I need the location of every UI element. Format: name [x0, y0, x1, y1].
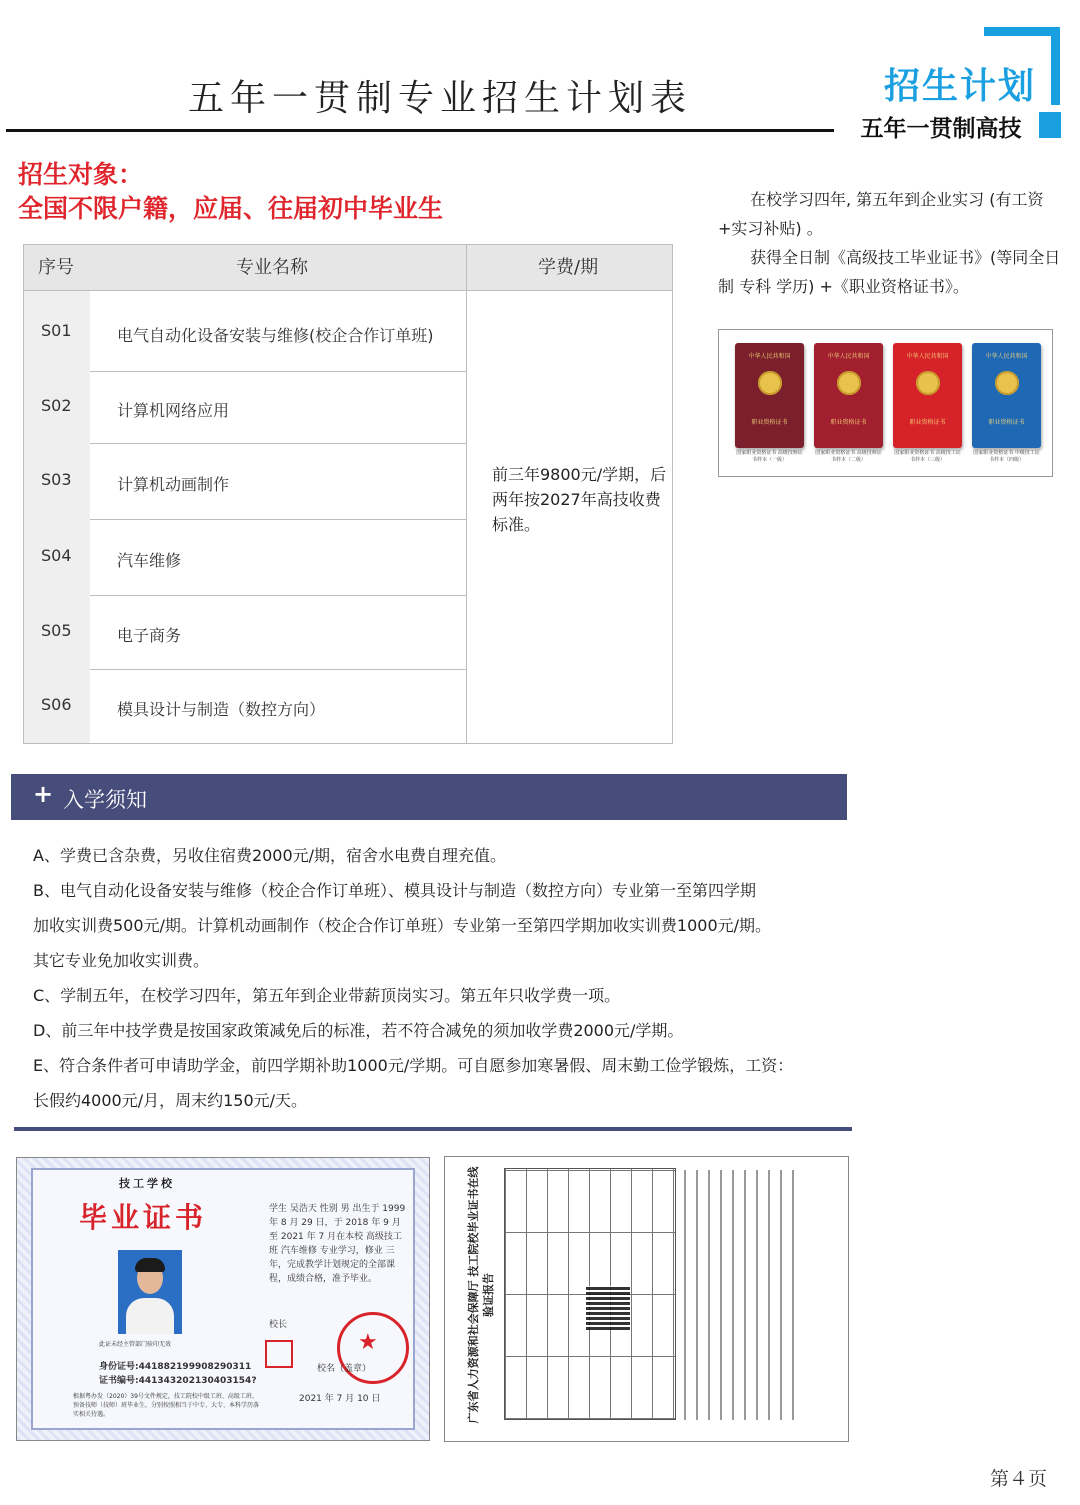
national-emblem-icon	[837, 371, 861, 395]
row-no: S06	[41, 695, 72, 714]
title-divider	[6, 129, 834, 132]
badge-square-decoration	[1039, 112, 1061, 138]
target-label: 招生对象：	[18, 160, 144, 189]
student-photo	[118, 1250, 182, 1334]
row-no: S03	[41, 470, 72, 489]
notice-item: C、学制五年，在校学习四年，第五年到企业带薪顶岗实习。第五年只收学费一项。	[33, 986, 621, 1005]
notice-item: A、学费已含杂费，另收住宿费2000元/期，宿舍水电费自理充值。	[33, 846, 507, 865]
verification-report-image	[444, 1156, 849, 1442]
certificate-book: 中华人民共和国 职业资格证书	[814, 343, 883, 448]
certificate-book: 中华人民共和国 职业资格证书	[735, 343, 804, 448]
star-icon: ★	[358, 1330, 378, 1355]
table-row	[24, 520, 466, 596]
certificate-book: 中华人民共和国 职业资格证书	[893, 343, 962, 448]
row-name: 汽车维修	[117, 551, 182, 570]
intro-paragraph-1: 在校学习四年, 第五年到企业实习 (有工资+实习补贴) 。	[718, 190, 1044, 238]
row-name: 电子商务	[117, 626, 182, 645]
row-name: 电气自动化设备安装与维修(校企合作订单班)	[117, 326, 434, 345]
certificate-caption: 国家职业资格证书 中级技工证书样本（四级）	[973, 450, 1040, 463]
table-row	[24, 444, 466, 520]
row-no: S01	[41, 321, 72, 340]
row-no: S04	[41, 546, 72, 565]
section-divider	[14, 1127, 852, 1131]
target-value: 全国不限户籍，应届、往届初中毕业生	[18, 194, 444, 223]
table-row	[24, 291, 466, 372]
principal-label: 校长	[269, 1320, 288, 1330]
seal-note: 校名（盖章）	[317, 1364, 372, 1374]
report-title: 广东省人力资源和社会保障厅 技工院校毕业证书在线验证报告	[467, 1166, 495, 1424]
national-emblem-icon	[758, 371, 782, 395]
diploma-date: 2021 年 7 月 10 日	[299, 1394, 381, 1404]
notice-list	[33, 838, 863, 1118]
report-notes	[684, 1170, 804, 1420]
notice-item: 其它专业免加收实训费。	[33, 951, 210, 970]
certificate-number: 证书编号:441343202130403154?	[99, 1376, 257, 1386]
notice-item: 加收实训费500元/期。计算机动画制作（校企合作订单班）专业第一至第四学期加收实训费1000元/期。	[33, 916, 772, 935]
diploma-body: 学生 吴浩天 性别 男 出生于 1999 年 8 月 29 日，于 2018 年 9 月至 2021 年 7 月在本校 高级技工 班 汽车维修 专业学习，修业 三 年，完成教学计划规定的全部课程，成绩合格，准予毕业。	[269, 1204, 406, 1284]
column-divider	[466, 245, 467, 743]
row-name: 计算机动画制作	[117, 475, 230, 494]
certificate-caption: 国家职业资格证书 高级技工证书样本（三级）	[894, 450, 961, 463]
badge-subtitle: 五年一贯制高技	[860, 116, 1022, 142]
notice-title: 入学须知	[63, 788, 147, 812]
study-intro	[718, 185, 1063, 301]
diploma-school: 技工学校	[119, 1177, 175, 1190]
badge-title: 招生计划	[883, 66, 1036, 107]
diploma-footer: 根据粤办发（2020）39号文件规定，技工院校中级工班、高级工班、预备技师（技师）班毕业生，分别按照相当于中专、大专、本科学历落实相关待遇。	[73, 1393, 260, 1418]
national-emblem-icon	[916, 371, 940, 395]
row-name: 计算机网络应用	[117, 401, 230, 420]
notice-item: E、符合条件者可申请助学金，前四学期补助1000元/学期。可自愿参加寒暑假、周末勤工俭学锻炼，工资：	[33, 1056, 794, 1075]
table-row	[24, 596, 466, 670]
graduation-diploma-image	[16, 1157, 430, 1441]
row-name: 模具设计与制造（数控方向）	[117, 700, 326, 719]
table-row	[24, 372, 466, 444]
qr-code-icon	[586, 1286, 630, 1330]
id-number: 身份证号:441882199908290311	[99, 1362, 252, 1372]
page-number: 第４页	[990, 1468, 1048, 1490]
header-name: 专业名称	[236, 257, 308, 278]
row-no: S02	[41, 396, 72, 415]
notice-item: D、前三年中技学费是按国家政策减免后的标准，若不符合减免的须加收学费2000元/学期。	[33, 1021, 684, 1040]
table-header	[24, 245, 672, 291]
plus-icon: +	[33, 780, 54, 808]
notice-item: B、电气自动化设备安装与维修（校企合作订单班）、模具设计与制造（数控方向）专业第一至第四学期	[33, 881, 756, 900]
page-title: 五年一贯制专业招生计划表	[187, 78, 692, 119]
table-row	[24, 670, 466, 743]
row-no: S05	[41, 621, 72, 640]
header-fee: 学费/期	[538, 257, 599, 278]
fee-description: 前三年9800元/学期，后两年按2027年高技收费标准。	[492, 465, 667, 534]
enrollment-target	[18, 158, 443, 226]
header-no: 序号	[38, 257, 74, 278]
photo-caption: 此证未经主管部门验印无效	[99, 1341, 172, 1348]
diploma-title: 毕业证书	[79, 1201, 208, 1234]
qualification-certificates-image	[718, 329, 1053, 477]
certificate-caption: 国家职业资格证书 高级技师证书样本（二级）	[815, 450, 882, 463]
principal-seal	[265, 1340, 293, 1368]
intro-paragraph-2: 获得全日制《高级技工毕业证书》(等同全日制 专科 学历) +《职业资格证书》。	[718, 248, 1061, 296]
national-emblem-icon	[995, 371, 1019, 395]
certificate-book: 中华人民共和国 职业资格证书	[972, 343, 1041, 448]
notice-item: 长假约4000元/月，周末约150元/天。	[33, 1091, 308, 1110]
certificate-caption: 国家职业资格证书 高级技师证书样本（一级）	[736, 450, 803, 463]
